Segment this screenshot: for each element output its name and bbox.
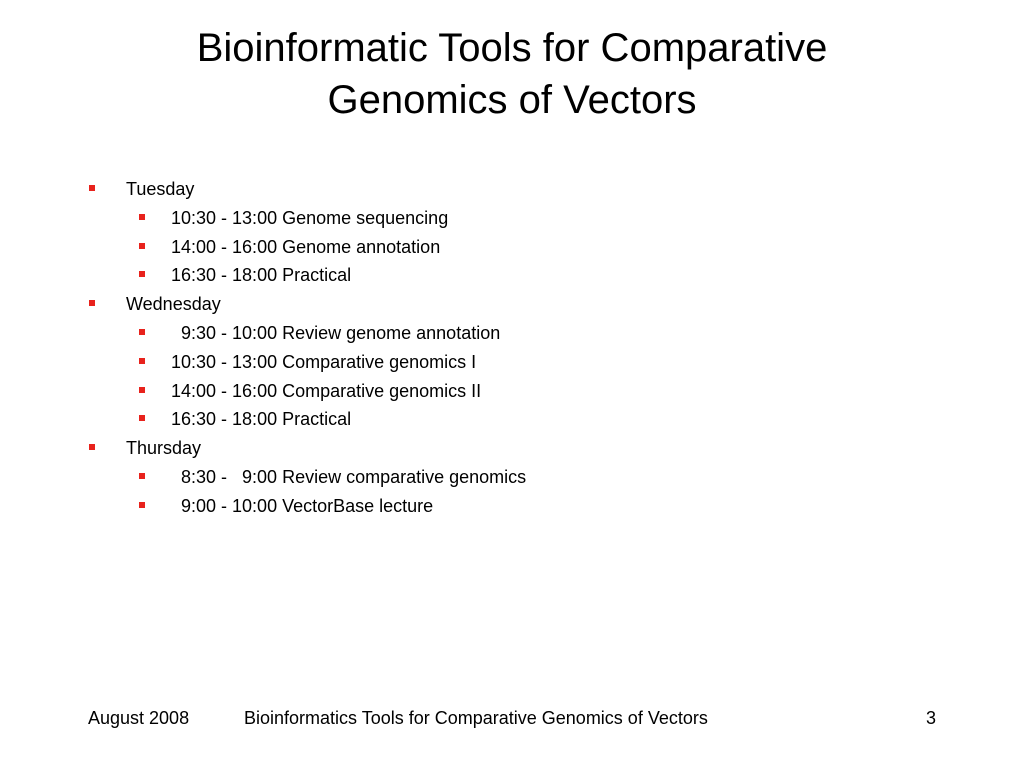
session-label: 9:30 - 10:00 Review genome annotation: [171, 322, 501, 343]
session-label: 14:00 - 16:00 Comparative genomics II: [171, 380, 482, 401]
square-bullet-icon: [139, 243, 145, 249]
slide-title: [0, 22, 1024, 126]
session-item: [0, 319, 1024, 348]
session-item: [0, 204, 1024, 233]
square-bullet-icon: [139, 214, 145, 220]
session-item: [0, 463, 1024, 492]
session-label: 8:30 - 9:00 Review comparative genomics: [171, 466, 527, 487]
day-label: Wednesday: [126, 294, 221, 315]
session-item: [0, 492, 1024, 521]
session-item: [0, 377, 1024, 406]
footer-title: Bioinformatics Tools for Comparative Genomics of Vectors: [244, 708, 708, 728]
slide-title-line-1: Bioinformatic Tools for Comparative: [196, 26, 828, 70]
session-label: 16:30 - 18:00 Practical: [171, 409, 352, 430]
session-label: 10:30 - 13:00 Comparative genomics I: [171, 351, 477, 372]
day-label: Tuesday: [126, 179, 195, 199]
square-bullet-icon: [139, 271, 145, 277]
session-label: 14:00 - 16:00 Genome annotation: [171, 236, 441, 257]
slide-title-line-2: Genomics of Vectors: [327, 78, 697, 122]
square-bullet-icon: [89, 444, 95, 450]
session-item: [0, 348, 1024, 377]
square-bullet-icon: [89, 185, 95, 191]
session-label: 9:00 - 10:00 VectorBase lecture: [171, 495, 434, 516]
session-item: [0, 261, 1024, 290]
footer-date: August 2008: [88, 708, 190, 728]
square-bullet-icon: [139, 502, 145, 508]
session-label: 10:30 - 13:00 Genome sequencing: [171, 207, 449, 228]
agenda-list: [0, 175, 1024, 521]
day-item-wednesday: [0, 290, 1024, 319]
footer-page-number: 3: [926, 708, 937, 728]
square-bullet-icon: [139, 358, 145, 364]
day-label: Thursday: [126, 438, 202, 459]
square-bullet-icon: [139, 473, 145, 479]
square-bullet-icon: [139, 329, 145, 335]
square-bullet-icon: [139, 387, 145, 393]
session-label: 16:30 - 18:00 Practical: [171, 265, 352, 286]
day-item-tuesday: [0, 175, 1024, 204]
session-item: [0, 405, 1024, 434]
square-bullet-icon: [139, 415, 145, 421]
day-item-thursday: [0, 434, 1024, 463]
session-item: [0, 233, 1024, 262]
square-bullet-icon: [89, 300, 95, 306]
